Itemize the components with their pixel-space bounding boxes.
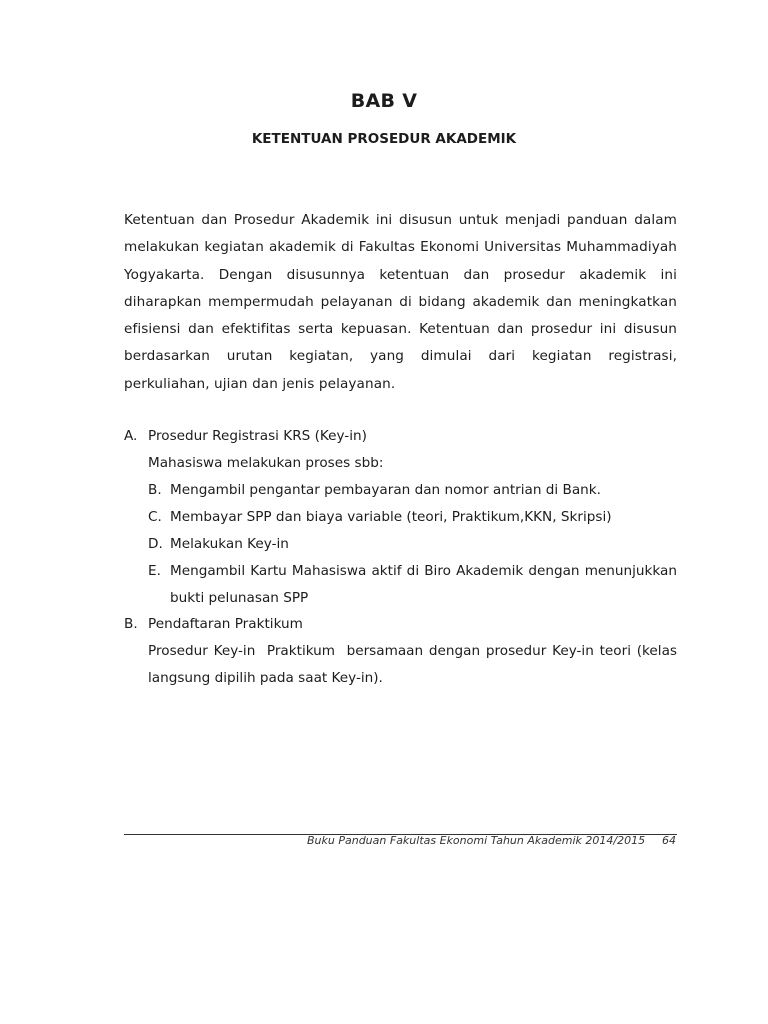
list-item [124,477,677,504]
section-a-title: Prosedur Registrasi KRS (Key-in) [148,428,367,444]
footer-text: Buku Panduan Fakultas Ekonomi Tahun Akademik 2014/2015 [307,834,646,847]
list-item-letter: E. [148,563,161,579]
list-item-text: Mengambil Kartu Mahasiswa aktif di Biro Akademik dengan menunjukkan bukti pelunasan SPP [170,563,677,606]
section-a-lead: Mahasiswa melakukan proses sbb: [148,455,384,471]
list-item-letter: B. [148,482,162,498]
list-item [124,531,677,558]
page-number: 64 [662,834,676,847]
section-b-body: Prosedur Key-in Praktikum bersamaan dengan prosedur Key-in teori (kelas langsung dipilih pada saat Key-in). [148,643,682,686]
list-item-text: Melakukan Key-in [170,536,289,552]
section-b [124,611,682,692]
section-a-letter: A. [124,428,138,444]
list-item [124,504,677,531]
list-item [124,558,677,612]
list-item-text: Mengambil pengantar pembayaran dan nomor antrian di Bank. [170,482,601,498]
section-b-letter: B. [124,616,138,632]
list-item-letter: C. [148,509,162,525]
chapter-title: BAB V [350,90,418,112]
list-item-text: Membayar SPP dan biaya variable (teori, Praktikum,KKN, Skripsi) [170,509,612,525]
list-item-letter: D. [148,536,163,552]
intro-paragraph: Ketentuan dan Prosedur Akademik ini disusun untuk menjadi panduan dalam melakukan kegiatan akademik di Fakultas Ekonomi Universitas Muhammadiyah Yogyakarta. Dengan disusunnya ketentuan dan prosedur akademik ini diharapkan mempermudah pelayanan di bidang akademik dan meningkatkan efisiensi dan efektifitas serta kepuasan. Ketentuan dan prosedur ini disusun berdasarkan urutan kegiatan, yang dimulai dari kegiatan registrasi, perkuliahan, ujian dan jenis pelayanan. [124,212,677,392]
section-b-title: Pendaftaran Praktikum [148,616,303,632]
chapter-subtitle: KETENTUAN PROSEDUR AKADEMIK [251,131,517,147]
section-a [124,423,677,612]
